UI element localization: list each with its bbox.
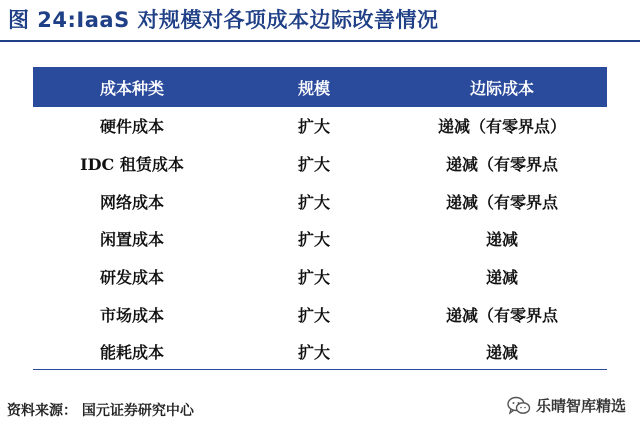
column-header-cost-type: 成本种类 xyxy=(33,67,231,107)
page-title: 图 24:IaaS 对规模对各项成本边际改善情况 xyxy=(8,8,439,32)
column-header-marginal-cost: 边际成本 xyxy=(397,67,607,107)
table-header-row xyxy=(33,67,607,107)
table-cell: 扩大 xyxy=(297,230,330,250)
table-cell: 研发成本 xyxy=(99,268,164,288)
wechat-icon xyxy=(507,396,531,416)
table-row xyxy=(33,333,607,370)
table-row xyxy=(33,107,607,145)
table-row xyxy=(33,295,607,333)
table-row xyxy=(33,182,607,220)
table-cell: 递减（有零界点 xyxy=(445,155,558,175)
table-cell: 扩大 xyxy=(297,268,330,288)
table-cell: 递减 xyxy=(485,268,518,288)
table-cell: 网络成本 xyxy=(99,192,164,212)
column-header-scale: 规模 xyxy=(231,67,397,107)
table-cell: 硬件成本 xyxy=(99,117,164,137)
table-cell: 递减 xyxy=(485,230,518,250)
cost-table xyxy=(33,67,607,370)
table-cell: 扩大 xyxy=(231,333,397,370)
table-cell: 市场成本 xyxy=(99,305,164,325)
table-cell: 扩大 xyxy=(297,117,330,137)
source-note: 资料来源： 国元证券研究中心 xyxy=(7,403,194,419)
table-row xyxy=(33,258,607,296)
table-row xyxy=(33,220,607,258)
table-cell: 扩大 xyxy=(297,192,330,212)
table-cell: 能耗成本 xyxy=(33,333,231,370)
table-cell: 递减 xyxy=(397,333,607,370)
title-divider xyxy=(0,40,640,42)
table-row xyxy=(33,145,607,183)
table-cell: 递减（有零界点 xyxy=(445,305,558,325)
table-cell: 扩大 xyxy=(297,305,330,325)
watermark-text: 乐晴智库精选 xyxy=(535,397,626,415)
watermark xyxy=(507,395,626,416)
table-cell: 扩大 xyxy=(297,155,330,175)
table-cell: 递减（有零界点 xyxy=(445,192,558,212)
cost-table-container xyxy=(33,67,607,370)
table-cell: 闲置成本 xyxy=(99,230,164,250)
table-cell: IDC 租赁成本 xyxy=(80,155,184,175)
table-cell: 递减（有零界点） xyxy=(437,117,566,137)
